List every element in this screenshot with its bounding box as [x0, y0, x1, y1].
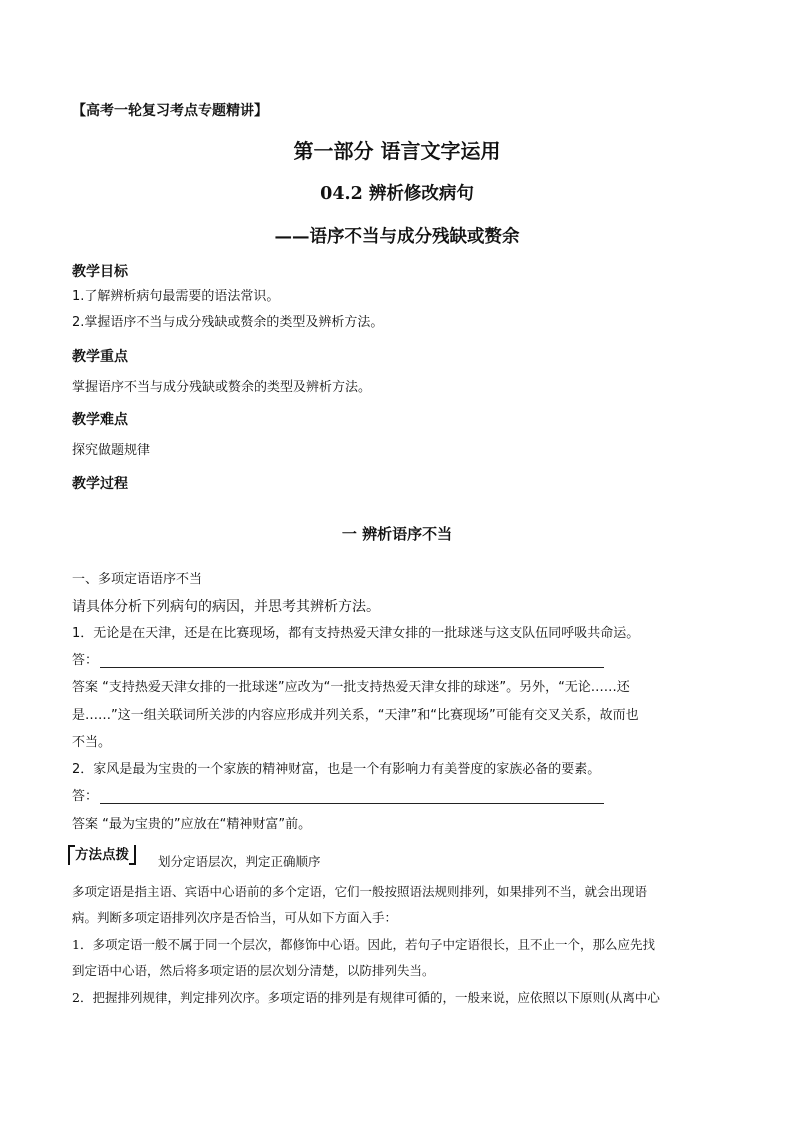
focus-heading: 教学重点 [72, 349, 128, 365]
lesson-title: 04.2 辨析修改病句 [320, 184, 474, 204]
method-heading: 划分定语层次，判定正确顺序 [158, 854, 321, 869]
answer-label-1: 答： [72, 653, 99, 668]
answer-2: 答案 “最为宝贵的”应放在“精神财富”前。 [72, 817, 312, 832]
lesson-subtitle: ——语序不当与成分残缺或赘余 [274, 227, 520, 247]
bracket-right-icon [129, 845, 136, 865]
difficulty-text: 探究做题规律 [72, 443, 151, 458]
answer-line-1[interactable] [100, 667, 604, 668]
process-heading: 教学过程 [72, 476, 128, 492]
section-one-heading: 一 辨析语序不当 [341, 525, 453, 543]
answer-1-line-1: 答案 “支持热爱天津女排的一批球迷”应改为“一批支持热爱天津女排的球迷”。另外，“无论……还 [72, 680, 630, 695]
goals-heading: 教学目标 [72, 264, 128, 280]
method-paragraph-1-line-2: 病。判断多项定语排列次序是否恰当，可从如下方面入手： [72, 910, 398, 925]
part-title: 第一部分 语言文字运用 [293, 139, 501, 163]
difficulty-heading: 教学难点 [72, 412, 128, 428]
answer-label-2: 答： [72, 789, 99, 804]
goal-item-2: 2.掌握语序不当与成分残缺或赘余的类型及辨析方法。 [72, 315, 384, 330]
subsection-heading: 一、多项定语语序不当 [72, 572, 203, 587]
method-paragraph-1-line-1: 多项定语是指主语、宾语中心语前的多个定语，它们一般按照语法规则排列，如果排列不当，就会出现语 [72, 884, 648, 899]
bracket-left-icon [68, 845, 75, 865]
method-paragraph-2-line-2: 到定语中心语，然后将多项定语的层次划分清楚，以防排列失当。 [72, 963, 435, 978]
question-2: 2．家风是最为宝贵的一个家族的精神财富，也是一个有影响力有美誉度的家族必备的要素。 [72, 762, 601, 777]
focus-text: 掌握语序不当与成分残缺或赘余的类型及辨析方法。 [72, 380, 372, 395]
method-paragraph-3-line-1: 2．把握排列规律，判定排列次序。多项定语的排列是有规律可循的，一般来说，应依照以下原则(从离中心 [72, 990, 660, 1005]
answer-1-line-3: 不当。 [72, 735, 112, 750]
goal-item-1: 1.了解辨析病句最需要的语法常识。 [72, 289, 280, 304]
method-badge [72, 845, 132, 865]
method-paragraph-2-line-1: 1．多项定语一般不属于同一个层次，都修饰中心语。因此，若句子中定语很长，且不止一个，那么应先找 [72, 937, 655, 952]
question-1: 1．无论是在天津，还是在比赛现场，都有支持热爱天津女排的一批球迷与这支队伍同呼吸共命运。 [72, 626, 640, 641]
answer-line-2[interactable] [100, 803, 604, 804]
header-tag: 【高考一轮复习考点专题精讲】 [72, 103, 268, 119]
method-badge-label: 方法点拨 [75, 847, 129, 863]
instruction-text: 请具体分析下列病句的病因，并思考其辨析方法。 [72, 599, 380, 615]
answer-1-line-2: 是……”这一组关联词所关涉的内容应形成并列关系，“天津”和“比赛现场”可能有交叉关系，故而也 [72, 708, 639, 723]
